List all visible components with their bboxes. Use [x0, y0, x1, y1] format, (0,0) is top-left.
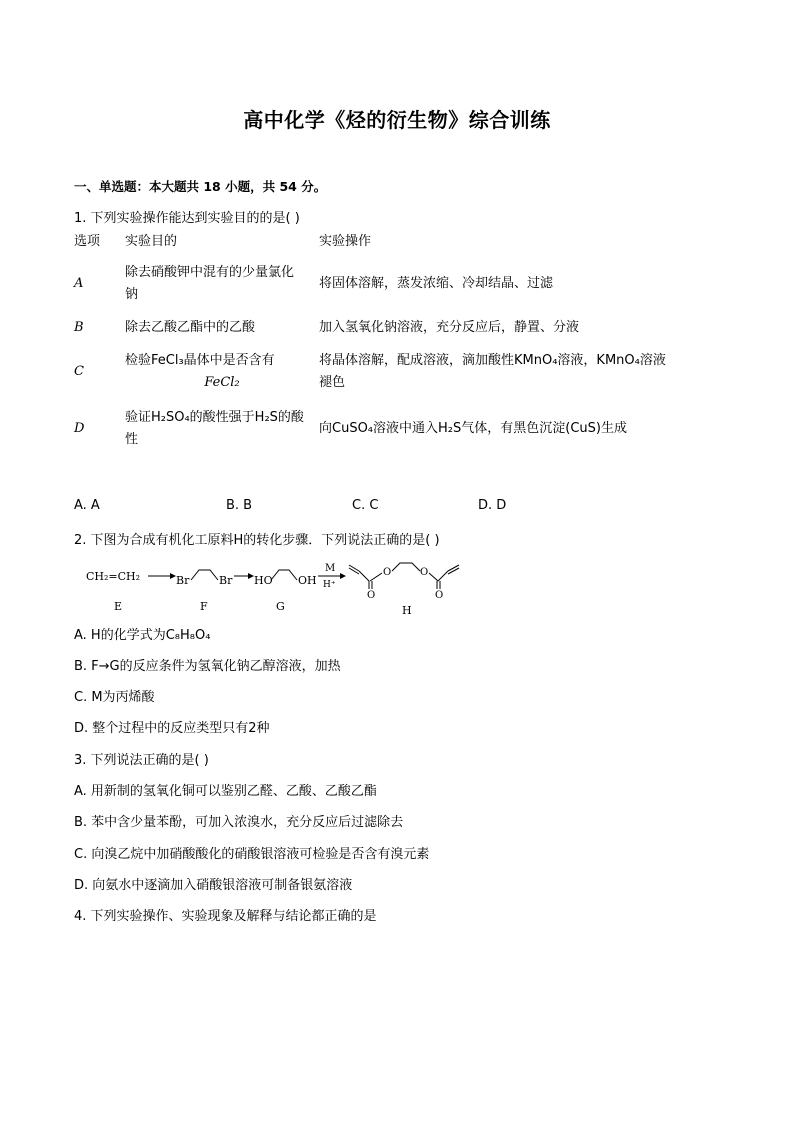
operation-line: 将晶体溶解，配成溶液，滴加酸性KMnO₄溶液，KMnO₄溶液: [319, 353, 666, 368]
q3-choice-a[interactable]: A. 用新制的氢氧化铜可以鉴别乙醛、乙酸、乙酸乙酯: [74, 784, 377, 799]
hydroxyl-right: OH: [298, 574, 317, 587]
carbonyl-o-right: O: [435, 590, 444, 601]
purpose-line: 钠: [125, 287, 139, 302]
row-operation: [319, 341, 699, 403]
ester-o-right: O: [420, 567, 429, 578]
choice-c[interactable]: C. C: [352, 498, 379, 513]
q3-choice-b[interactable]: B. 苯中含少量苯酚，可加入浓溴水，充分反应后过滤除去: [74, 815, 404, 830]
header-purpose: 实验目的: [125, 234, 178, 249]
reagent-h: H⁺: [323, 580, 336, 590]
table-row: [74, 253, 699, 315]
q3-choice-d[interactable]: D. 向氨水中逐滴加入硝酸银溶液可制备银氨溶液: [74, 878, 353, 893]
row-purpose: [125, 403, 319, 455]
arrow-head: [340, 573, 346, 579]
f-chain: [191, 570, 218, 580]
bromine-left: Br: [176, 574, 190, 587]
choice-a[interactable]: A. A: [74, 498, 100, 513]
header-option: 选项: [74, 234, 101, 249]
label-e: E: [114, 600, 123, 613]
purpose-line: 验证H₂SO₄的酸性强于H₂S的酸: [125, 410, 304, 425]
q2-choice-d[interactable]: D. 整个过程中的反应类型只有2种: [74, 721, 270, 736]
q2-choice-c[interactable]: C. M为丙烯酸: [74, 690, 155, 705]
choice-b[interactable]: B. B: [226, 498, 253, 513]
row-option: A: [74, 276, 84, 291]
row-operation: 加入氢氧化钠溶液，充分反应后，静置、分液: [319, 320, 580, 335]
purpose-line: 检验FeCl₃晶体中是否含有: [125, 353, 275, 368]
choice-d[interactable]: D. D: [478, 498, 507, 513]
q3-choice-c[interactable]: C. 向溴乙烷中加硝酸酸化的硝酸银溶液可检验是否含有溴元素: [74, 847, 430, 862]
h-bond: [429, 573, 438, 581]
ester-o-left: O: [383, 567, 392, 578]
row-option: C: [74, 364, 84, 379]
h-bond: [448, 565, 459, 571]
label-f: F: [200, 600, 208, 613]
h-chain: [392, 563, 420, 571]
h-bond: [370, 573, 382, 581]
table-row: [74, 315, 699, 341]
table-row: [74, 403, 699, 455]
row-option: D: [74, 421, 85, 436]
table-header-row: [74, 231, 699, 253]
row-purpose: [125, 253, 319, 315]
row-option: B: [74, 320, 84, 335]
q1-stem: 1. 下列实验操作能达到实验目的的是( ): [74, 211, 300, 226]
hydroxyl-left: HO: [254, 574, 273, 587]
row-purpose: 除去乙酸乙酯中的乙酸: [125, 320, 256, 335]
section-heading: 一、单选题：本大题共 18 小题，共 54 分。: [74, 179, 327, 194]
table-row: [74, 341, 699, 403]
q2-stem: 2. 下图为合成有机化工原料H的转化步骤．下列说法正确的是( ): [74, 533, 440, 548]
label-g: G: [276, 600, 285, 613]
q4-stem: 4. 下列实验操作、实验现象及解释与结论都正确的是: [74, 909, 377, 924]
h-bond: [438, 571, 448, 581]
bromine-right: Br: [219, 574, 233, 587]
purpose-line: 除去硝酸钾中混有的少量氯化: [125, 265, 295, 280]
header-operation: 实验操作: [319, 234, 372, 249]
document-title: 高中化学《烃的衍生物》综合训练: [243, 108, 551, 132]
h-bond: [349, 565, 359, 571]
q2-choice-b[interactable]: B. F→G的反应条件为氢氧化钠乙醇溶液，加热: [74, 659, 341, 674]
purpose-line: 性: [125, 432, 139, 447]
h-bond: [359, 571, 369, 581]
purpose-line: FeCl₂: [204, 375, 240, 390]
carbonyl-o-left: O: [367, 590, 376, 601]
row-operation: 向CuSO₄溶液中通入H₂S气体，有黑色沉淀(CuS)生成: [319, 421, 627, 436]
q1-table: [74, 231, 699, 455]
operation-line: 褪色: [319, 375, 346, 390]
q3-stem: 3. 下列说法正确的是( ): [74, 753, 209, 768]
ethylene-formula: CH₂=CH₂: [86, 570, 141, 583]
label-h: H: [402, 604, 412, 617]
q2-choice-a[interactable]: A. H的化学式为C₈H₈O₄: [74, 628, 211, 643]
h-bond: [448, 568, 459, 574]
h-bond: [349, 568, 359, 574]
row-operation: 将固体溶解，蒸发浓缩、冷却结晶、过滤: [319, 276, 554, 291]
g-chain: [271, 570, 297, 580]
row-purpose: [125, 341, 319, 403]
reagent-m: M: [325, 563, 336, 574]
reaction-scheme: [86, 556, 476, 618]
